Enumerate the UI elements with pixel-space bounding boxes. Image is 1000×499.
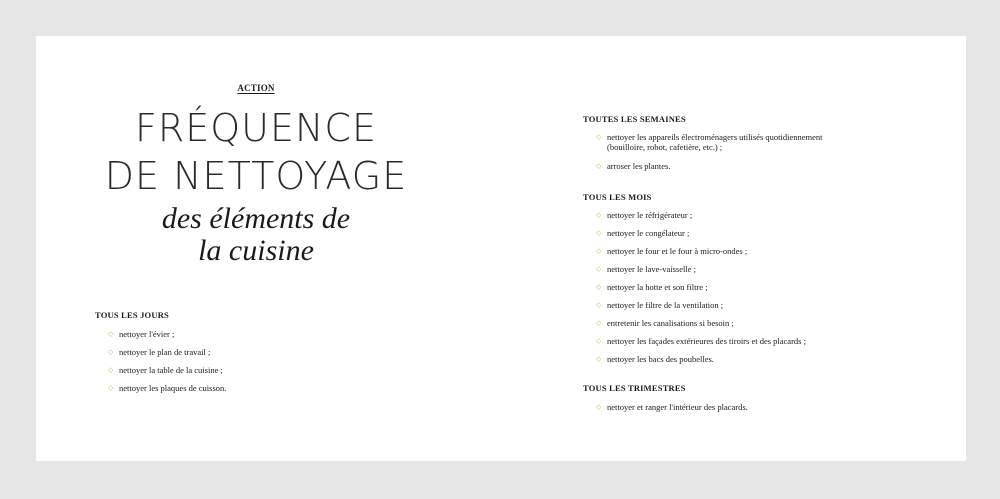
diamond-bullet-icon: ◇ [596,283,602,291]
page-title-line-1: FRÉQUENCE [135,106,377,150]
monthly-heading: TOUS LES MOIS [583,192,652,202]
diamond-bullet-icon: ◇ [108,384,114,392]
diamond-bullet-icon: ◇ [596,301,602,309]
diamond-bullet-icon: ◇ [596,211,602,219]
list-item: ◇ entretenir les canalisations si besoin ; [596,318,734,328]
page-subtitle-line-2: la cuisine [198,234,314,267]
diamond-bullet-icon: ◇ [596,133,602,141]
list-item: ◇ nettoyer la table de la cuisine ; [108,365,223,375]
list-item: ◇ nettoyer le four et le four à micro-ondes ; [596,246,748,256]
diamond-bullet-icon: ◇ [596,355,602,363]
list-item: ◇ nettoyer les façades extérieures des tiroirs et des placards ; [596,336,806,346]
list-item: ◇ nettoyer le réfrigérateur ; [596,210,693,220]
weekly-list [596,132,823,179]
diamond-bullet-icon: ◇ [596,319,602,327]
list-item: ◇ nettoyer le filtre de la ventilation ; [596,300,724,310]
list-item: ◇ nettoyer et ranger l'intérieur des placards. [596,402,748,412]
monthly-list [596,210,806,372]
diamond-bullet-icon: ◇ [596,162,602,170]
diamond-bullet-icon: ◇ [596,229,602,237]
document-page [36,36,966,461]
quarterly-heading: TOUS LES TRIMESTRES [583,383,686,393]
diamond-bullet-icon: ◇ [596,265,602,273]
page-subtitle-line-1: des éléments de [161,202,351,235]
daily-heading: TOUS LES JOURS [95,310,169,320]
list-item: ◇ arroser les plantes. [596,161,671,171]
diamond-bullet-icon: ◇ [596,403,602,411]
quarterly-list [596,402,748,420]
list-item: ◇ nettoyer l'évier ; [108,329,175,339]
diamond-bullet-icon: ◇ [596,247,602,255]
weekly-heading: TOUTES LES SEMAINES [583,114,686,124]
list-item: ◇ nettoyer le plan de travail ; [108,347,211,357]
list-item: ◇ nettoyer le congélateur ; [596,228,690,238]
diamond-bullet-icon: ◇ [108,330,114,338]
diamond-bullet-icon: ◇ [596,337,602,345]
daily-list [108,329,226,401]
list-item: ◇ nettoyer les bacs des poubelles. [596,354,714,364]
list-item: ◇ nettoyer la hotte et son filtre ; [596,282,708,292]
diamond-bullet-icon: ◇ [108,366,114,374]
section-eyebrow: ACTION [237,83,275,93]
list-item: ◇ nettoyer les plaques de cuisson. [108,383,227,393]
page-title-line-2: DE NETTOYAGE [104,154,408,198]
list-item: ◇ nettoyer les appareils électroménagers utilisés quotidiennement (bouilloire, robot, cafetière, etc.) ; [596,132,823,152]
diamond-bullet-icon: ◇ [108,348,114,356]
list-item: ◇ nettoyer le lave-vaisselle ; [596,264,696,274]
